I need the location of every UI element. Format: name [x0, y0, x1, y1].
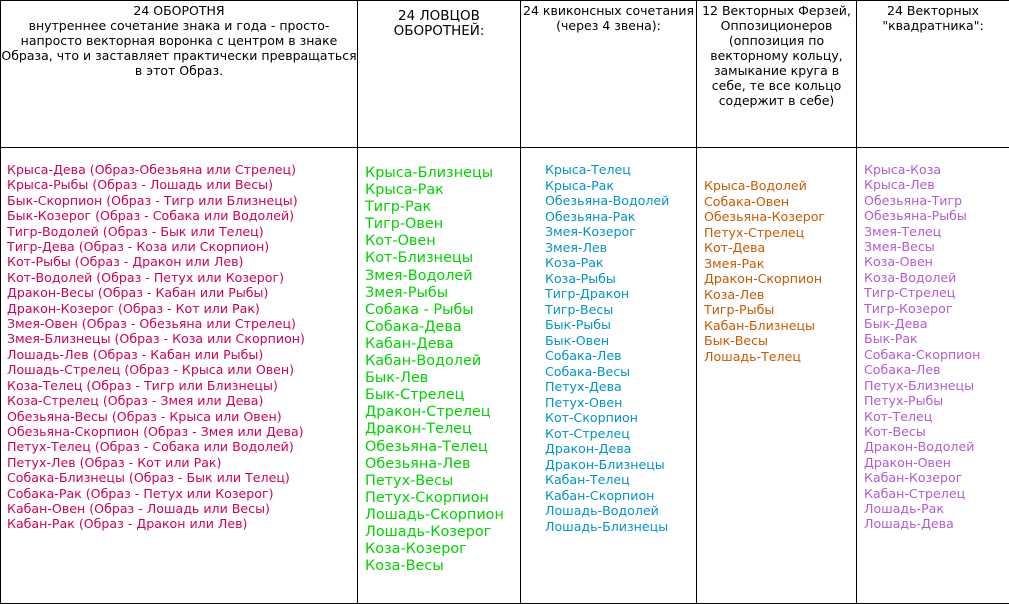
list-item: Лошадь-Дева — [864, 516, 954, 532]
list-item: Бык-Весы — [704, 333, 768, 348]
list-item: Петух-Дева — [545, 379, 622, 394]
list-item: Кот-Овен — [365, 233, 436, 250]
list-item: Змея-Близнецы (Образ - Коза или Скорпион) — [7, 331, 305, 347]
list-item: Дракон-Близнецы — [545, 456, 665, 472]
list-item: Крыса-Рыбы (Образ - Лошадь или Весы) — [7, 177, 274, 193]
list-item: Собака - Рыбы — [365, 301, 474, 318]
header-col1 — [1, 1, 358, 148]
list-item: Собака-Лев — [545, 348, 622, 363]
list-item: Крыса-Рак — [365, 182, 444, 199]
col5-list — [864, 162, 1009, 532]
list-item: Змея-Рак — [704, 255, 765, 271]
list-item: Обезьяна-Телец — [365, 438, 488, 455]
header-col2-title: 24 ЛОВЦОВ ОБОРОТНЕЙ: — [393, 8, 485, 39]
list-item: Обезьяна-Тигр — [864, 192, 963, 208]
list-item: Крыса-Рак — [545, 177, 614, 193]
list-item: Кот-Дева — [704, 240, 766, 255]
list-item: Дракон-Стрелец — [365, 404, 491, 421]
list-item: Петух-Весы — [365, 472, 454, 489]
header-col2 — [358, 1, 521, 148]
list-item: Тигр-Дева (Образ - Коза или Скорпион) — [7, 239, 270, 255]
list-item: Кабан-Скорпион — [545, 487, 655, 503]
list-item: Бык-Козерог (Образ - Собака или Водолей) — [7, 208, 295, 224]
list-item: Бык-Лев — [365, 370, 429, 387]
list-item: Тигр-Овен — [365, 216, 444, 233]
list-item: Обезьяна-Водолей — [545, 193, 670, 208]
list-item: Змея-Водолей — [365, 267, 473, 284]
list-item: Кабан-Близнецы — [704, 317, 815, 333]
list-item: Крыса-Коза — [864, 162, 942, 177]
list-item: Змея-Рыбы — [365, 284, 449, 301]
list-item: Кабан-Водолей — [365, 353, 482, 370]
list-item: Кот-Стрелец — [545, 425, 630, 441]
header-col5 — [857, 1, 1009, 148]
list-item: Кот-Близнецы — [365, 250, 474, 267]
list-item: Лошадь-Стрелец (Образ - Крыса или Овен) — [7, 362, 295, 378]
header-col3 — [521, 1, 697, 148]
list-item: Обезьяна-Рыбы — [864, 208, 967, 224]
list-item: Собака-Весы — [545, 363, 631, 379]
list-item: Кабан-Овен (Образ - Лошадь или Весы) — [7, 500, 270, 516]
list-item: Коза-Рак — [545, 255, 604, 270]
col3-list — [545, 162, 696, 534]
list-item: Собака-Рак (Образ - Петух или Козерог) — [7, 485, 274, 501]
body-row — [1, 148, 1009, 604]
list-item: Обезьяна-Козерог — [704, 209, 826, 224]
list-item: Тигр-Весы — [545, 301, 614, 317]
list-item: Лошадь-Козерог — [365, 523, 492, 540]
list-item: Петух-Овен — [545, 394, 623, 410]
list-item: Тигр-Рак — [365, 199, 432, 216]
list-item: Коза-Стрелец (Образ - Змея или Дева) — [7, 393, 264, 409]
list-item: Змея-Овен (Образ - Обезьяна или Стрелец) — [7, 316, 296, 332]
list-item: Лошадь-Водолей — [545, 503, 659, 518]
list-item: Бык-Дева — [864, 316, 928, 332]
col3-cell — [521, 148, 697, 604]
list-item: Кабан-Рак (Образ - Дракон или Лев) — [7, 516, 248, 532]
col2-cell — [358, 148, 521, 604]
list-item: Бык-Рыбы — [545, 317, 611, 332]
list-item: Петух-Телец (Образ - Собака или Водолей) — [7, 439, 294, 455]
list-item: Бык-Овен — [545, 332, 610, 348]
list-item: Собака-Скорпион — [864, 346, 981, 362]
list-item: Лошадь-Телец — [704, 348, 801, 364]
list-item: Петух-Скорпион — [365, 489, 489, 506]
list-item: Тигр-Козерог — [864, 300, 953, 316]
header-col4-title: 12 Векторных Ферзей, Оппозиционеров (оппозиция по векторному кольцу, замыкание круга в себе, те все кольцо содержит в себе) — [702, 3, 851, 108]
col1-cell — [1, 148, 358, 604]
header-col1-title: 24 ОБОРОТНЯ — [133, 3, 225, 18]
list-item: Коза-Козерог — [365, 541, 467, 558]
list-item: Лошадь-Близнецы — [545, 518, 669, 534]
list-item: Тигр-Рыбы — [704, 302, 775, 317]
col4-cell — [697, 148, 857, 604]
list-item: Крыса-Дева (Образ-Обезьяна или Стрелец) — [7, 162, 296, 177]
list-item: Дракон-Козерог (Образ - Кот или Рак) — [7, 300, 260, 316]
col1-list — [7, 162, 357, 532]
list-item: Змея-Лев — [545, 239, 608, 255]
list-item: Тигр-Стрелец — [864, 285, 956, 301]
list-item: Змея-Телец — [864, 223, 942, 239]
list-item: Кабан-Козерог — [864, 470, 963, 486]
list-item: Змея-Весы — [864, 239, 935, 255]
list-item: Лошадь-Рак — [864, 500, 945, 516]
header-col4 — [697, 1, 857, 148]
list-item: Крыса-Близнецы — [365, 165, 494, 181]
list-item: Змея-Козерог — [545, 224, 636, 239]
list-item: Крыса-Лев — [864, 177, 935, 193]
list-item: Дракон-Овен — [864, 454, 951, 470]
list-item: Кабан-Телец — [545, 472, 630, 487]
list-item: Петух-Близнецы — [864, 377, 975, 393]
list-item: Коза-Лев — [704, 286, 765, 302]
list-item: Коза-Водолей — [864, 269, 957, 285]
list-item: Собака-Близнецы (Образ - Бык или Телец) — [7, 470, 290, 486]
list-item: Кот-Весы — [864, 423, 926, 439]
list-item: Кот-Телец — [864, 408, 933, 424]
list-item: Тигр-Водолей (Образ - Бык или Телец) — [7, 223, 264, 239]
list-item: Крыса-Водолей — [704, 178, 807, 193]
list-item: Лошадь-Лев (Образ - Кабан или Рыбы) — [7, 346, 264, 362]
list-item: Крыса-Телец — [545, 162, 631, 177]
header-row — [1, 1, 1009, 148]
list-item: Дракон-Телец — [365, 421, 472, 438]
list-item: Обезьяна-Скорпион (Образ - Змея или Дева) — [7, 423, 304, 439]
list-item: Коза-Рыбы — [545, 270, 616, 286]
list-item: Собака-Лев — [864, 362, 941, 378]
list-item: Тигр-Дракон — [545, 286, 630, 301]
header-col5-title: 24 Векторных "квадратника": — [882, 3, 984, 33]
list-item: Коза-Овен — [864, 254, 933, 270]
list-item: Дракон-Водолей — [864, 439, 975, 455]
col5-cell — [857, 148, 1009, 604]
list-item: Бык-Стрелец — [365, 387, 465, 404]
list-item: Коза-Телец (Образ - Тигр или Близнецы) — [7, 377, 278, 393]
list-item: Собака-Дева — [365, 318, 462, 335]
list-item: Собака-Овен — [704, 193, 790, 209]
list-item: Кот-Скорпион — [545, 410, 638, 425]
list-item: Дракон-Дева — [545, 441, 632, 456]
list-item: Лошадь-Скорпион — [365, 506, 504, 523]
list-item: Коза-Весы — [365, 558, 444, 575]
col4-list — [704, 178, 856, 364]
list-item: Дракон-Весы (Образ - Кабан или Рыбы) — [7, 285, 269, 301]
list-item: Кабан-Стрелец — [864, 485, 966, 501]
list-item: Обезьяна-Рак — [545, 208, 636, 224]
list-item: Кот-Рыбы (Образ - Дракон или Лев) — [7, 254, 244, 270]
list-item: Обезьяна-Лев — [365, 455, 471, 472]
list-item: Дракон-Скорпион — [704, 271, 823, 286]
list-item: Петух-Рыбы — [864, 393, 944, 409]
col2-list — [365, 165, 520, 575]
header-col3-title: 24 квиконсных сочетания (через 4 звена): — [523, 3, 694, 33]
header-col1-subtitle: внутреннее сочетание знака и года - просто-напросто векторная воронка с центром в знаке Образа, что и заставляет практически превращаться в этот Образ. — [1, 18, 357, 78]
list-item: Бык-Скорпион (Образ - Тигр или Близнецы) — [7, 192, 298, 208]
list-item: Кабан-Дева — [365, 335, 454, 352]
list-item: Бык-Рак — [864, 331, 918, 347]
list-item: Петух-Стрелец — [704, 224, 805, 240]
list-item: Обезьяна-Весы (Образ - Крыса или Овен) — [7, 408, 282, 424]
list-item: Кот-Водолей (Образ - Петух или Козерог) — [7, 269, 285, 285]
list-item: Петух-Лев (Образ - Кот или Рак) — [7, 454, 222, 470]
